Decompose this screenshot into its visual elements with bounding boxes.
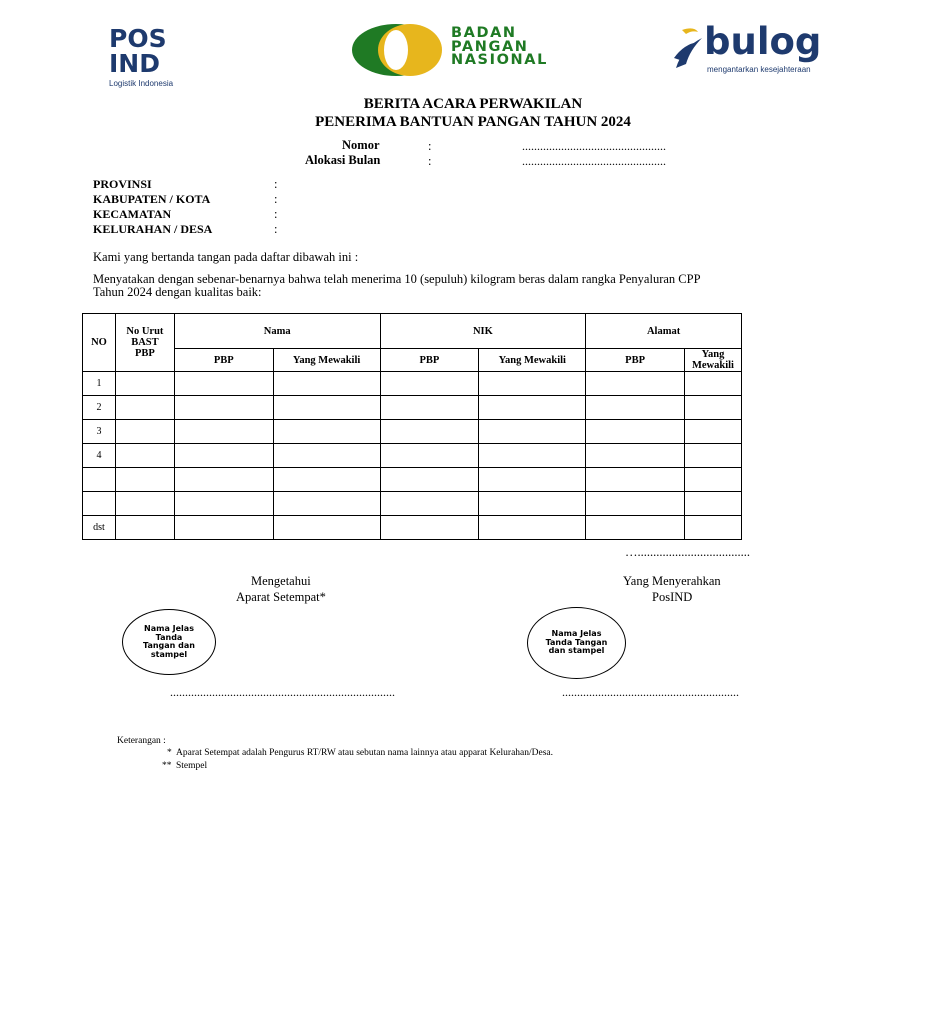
table-cell — [273, 372, 380, 396]
nomor-value: ................................................ — [522, 139, 666, 153]
table-cell — [174, 492, 273, 516]
table-cell — [273, 468, 380, 492]
note2-text: Stempel — [176, 761, 208, 771]
table-cell — [174, 420, 273, 444]
sign-right-line1: Yang Menyerahkan — [623, 574, 721, 588]
table-cell — [174, 516, 273, 540]
row-number — [83, 492, 116, 516]
subheader-nama-pbp: PBP — [174, 349, 273, 372]
table-cell — [479, 372, 586, 396]
table-row — [83, 420, 742, 444]
stamp-area-right — [527, 607, 626, 679]
sign-left-line2: Aparat Setempat* — [236, 590, 326, 604]
table-cell — [380, 372, 479, 396]
field-kecamatan-label: KECAMATAN — [93, 207, 172, 221]
table-row — [83, 396, 742, 420]
table-cell — [684, 468, 741, 492]
posind-logo-subtitle: Logistik Indonesia — [109, 79, 174, 88]
table-cell — [115, 516, 174, 540]
table-cell — [115, 468, 174, 492]
table-cell — [380, 444, 479, 468]
statement-line2: Tahun 2024 dengan kualitas baik: — [93, 285, 262, 299]
table-cell — [586, 516, 685, 540]
header-no-urut-text: No Urut BAST PBP — [126, 326, 164, 359]
alokasi-colon: : — [428, 154, 432, 168]
table-cell — [586, 396, 685, 420]
sign-line-left: ........................................................................... — [170, 685, 395, 699]
row-number: 2 — [83, 396, 116, 420]
header-no-urut — [115, 314, 174, 372]
intro-text: Kami yang bertanda tangan pada daftar dibawah ini : — [93, 250, 359, 264]
table-row — [83, 492, 742, 516]
sign-line-right: ........................................................... — [562, 685, 739, 699]
table-cell — [380, 468, 479, 492]
sign-left-line1: Mengetahui — [251, 574, 311, 588]
table-cell — [479, 444, 586, 468]
posind-logo-line1: POS — [109, 24, 167, 53]
note1-mark: * — [167, 748, 172, 758]
header-alamat: Alamat — [586, 314, 742, 349]
table-cell — [174, 444, 273, 468]
table-cell — [479, 492, 586, 516]
table-cell — [273, 444, 380, 468]
table-cell — [174, 372, 273, 396]
subheader-nama-wakil: Yang Mewakili — [273, 349, 380, 372]
table-cell — [380, 420, 479, 444]
row-number: dst — [83, 516, 116, 540]
table-cell — [273, 492, 380, 516]
subheader-nik-wakil: Yang Mewakili — [479, 349, 586, 372]
table-cell — [273, 516, 380, 540]
table-row — [83, 516, 742, 540]
table-cell — [586, 372, 685, 396]
bulog-logo-word: bulog — [704, 20, 822, 63]
sign-right-line2: PosIND — [652, 590, 693, 604]
stamp-left-text: Nama Jelas Tanda Tangan dan stampel — [143, 624, 195, 659]
table-cell — [380, 516, 479, 540]
header-no: NO — [83, 314, 116, 372]
table-cell — [586, 492, 685, 516]
recipient-table — [82, 313, 742, 540]
table-cell — [174, 396, 273, 420]
document-title-line2: PENERIMA BANTUAN PANGAN TAHUN 2024 — [315, 114, 631, 130]
field-kabupaten-colon: : — [274, 192, 278, 206]
table-cell — [115, 444, 174, 468]
subheader-nik-pbp: PBP — [380, 349, 479, 372]
field-kecamatan-colon: : — [274, 207, 278, 221]
table-row — [83, 372, 742, 396]
subheader-alamat-wakil: Yang Mewakili — [684, 349, 741, 372]
bulog-logo-tagline: mengantarkan kesejahteraan — [707, 65, 811, 74]
alokasi-value: ................................................ — [522, 154, 666, 168]
header-nik: NIK — [380, 314, 586, 349]
bpn-logo-line1: BADAN — [451, 25, 517, 41]
row-number: 3 — [83, 420, 116, 444]
alokasi-label: Alokasi Bulan — [305, 153, 381, 167]
document-title-line1: BERITA ACARA PERWAKILAN — [363, 96, 583, 112]
table-cell — [684, 396, 741, 420]
table-cell — [115, 492, 174, 516]
subheader-alamat-pbp: PBP — [586, 349, 685, 372]
bpn-logo-line3: NASIONAL — [451, 52, 548, 68]
statement-line1: Menyatakan dengan sebenar-benarnya bahwa telah menerima 10 (sepuluh) kilogram beras dalam rangka Penyaluran CPP — [93, 272, 701, 286]
table-cell — [174, 468, 273, 492]
note1-text: Aparat Setempat adalah Pengurus RT/RW atau sebutan nama lainnya atau apparat Kelurahan/Desa. — [176, 748, 554, 758]
note2-mark: ** — [162, 761, 172, 771]
table-cell — [115, 420, 174, 444]
table-cell — [586, 420, 685, 444]
nomor-label: Nomor — [342, 138, 380, 152]
table-row — [83, 444, 742, 468]
field-provinsi-colon: : — [274, 177, 278, 191]
table-cell — [273, 420, 380, 444]
bulog-logo — [672, 20, 822, 76]
table-row — [83, 468, 742, 492]
table-cell — [115, 372, 174, 396]
posind-logo-line2: IND — [109, 49, 160, 78]
table-cell — [479, 516, 586, 540]
field-kabupaten-label: KABUPATEN / KOTA — [93, 192, 211, 206]
field-kelurahan-label: KELURAHAN / DESA — [93, 222, 213, 236]
table-cell — [479, 468, 586, 492]
table-cell — [273, 396, 380, 420]
table-cell — [115, 396, 174, 420]
table-cell — [380, 492, 479, 516]
table-cell — [684, 372, 741, 396]
table-cell — [684, 492, 741, 516]
stamp-area-left — [122, 609, 216, 675]
notes-label: Keterangan : — [117, 736, 166, 746]
table-cell — [586, 468, 685, 492]
table-cell — [380, 396, 479, 420]
nomor-colon: : — [428, 139, 432, 153]
table-cell — [479, 396, 586, 420]
header-nama: Nama — [174, 314, 380, 349]
table-cell — [684, 420, 741, 444]
table-cell — [684, 516, 741, 540]
row-number — [83, 468, 116, 492]
bpn-logo-line2: PANGAN — [451, 38, 529, 55]
table-cell — [586, 444, 685, 468]
table-cell — [479, 420, 586, 444]
stamp-right-text: Nama Jelas Tanda Tangan dan stampel — [545, 629, 608, 656]
field-kelurahan-colon: : — [274, 222, 278, 236]
table-cell — [684, 444, 741, 468]
place-date-line: ….................................... — [625, 545, 750, 559]
row-number: 4 — [83, 444, 116, 468]
row-number: 1 — [83, 372, 116, 396]
field-provinsi-label: PROVINSI — [93, 177, 152, 191]
